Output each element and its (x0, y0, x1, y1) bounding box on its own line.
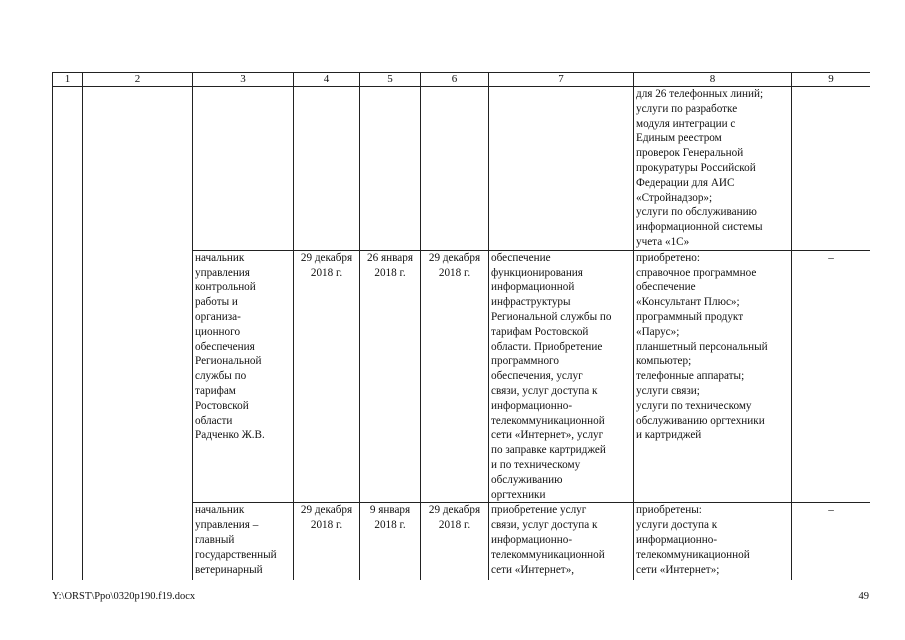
cell-start-date: 29 декабря 2018 г. (294, 250, 360, 503)
cell-approved-date: 29 декабря 2018 г. (421, 503, 489, 580)
cell-purpose: приобретение услуг связи, услуг доступа к информационно- телекоммуникационной сети «Интернет», (489, 503, 634, 580)
col-header-3: 3 (193, 73, 294, 87)
cell-start-date (294, 87, 360, 251)
file-path-footer: Y:\ORST\Ppo\0320p190.f19.docx (52, 591, 196, 602)
cell-position (193, 87, 294, 251)
cell-start-date: 29 декабря 2018 г. (294, 503, 360, 580)
cell-approved-date (421, 87, 489, 251)
cell-position: начальник управления – главный государственный ветеринарный (193, 503, 294, 580)
cell-result: для 26 телефонных линий; услуги по разработке модуля интеграции с Единым реестром проверок Генеральной прокуратуры Российской Федерации для АИС «Стройнадзор»; услуги по обслуживанию информационной системы учета «1С» (634, 87, 792, 251)
document-table-area (52, 72, 870, 580)
page-number: 49 (858, 591, 869, 602)
cell-position: начальник управления контрольной работы и организа- ционного обеспечения Региональной службы по тарифам Ростовской области Радченко Ж.В. (193, 250, 294, 503)
cell-end-date: 26 января 2018 г. (360, 250, 421, 503)
col-header-8: 8 (634, 73, 792, 87)
col-header-9: 9 (792, 73, 871, 87)
cell-result: приобретено: справочное программное обеспечение «Консультант Плюс»; программный продукт «Парус»; планшетный персональный компьютер; телефонные аппараты; услуги связи; услуги по техническому обслуживанию оргтехники и картриджей (634, 250, 792, 503)
cell-note (792, 87, 871, 251)
col-header-5: 5 (360, 73, 421, 87)
col-header-4: 4 (294, 73, 360, 87)
cell-note: – (792, 503, 871, 580)
column-number-row (53, 73, 871, 87)
cell-num (53, 87, 83, 581)
col-header-1: 1 (53, 73, 83, 87)
cell-purpose (489, 87, 634, 251)
table-row (53, 87, 871, 251)
cell-approved-date: 29 декабря 2018 г. (421, 250, 489, 503)
report-table (52, 72, 870, 580)
cell-end-date: 9 января 2018 г. (360, 503, 421, 580)
col-header-2: 2 (83, 73, 193, 87)
cell-end-date (360, 87, 421, 251)
col-header-7: 7 (489, 73, 634, 87)
cell-note: – (792, 250, 871, 503)
cell-org (83, 87, 193, 581)
cell-result: приобретены: услуги доступа к информационно- телекоммуникационной сети «Интернет»; (634, 503, 792, 580)
col-header-6: 6 (421, 73, 489, 87)
cell-purpose: обеспечение функционирования информационной инфраструктуры Региональной службы по тарифам Ростовской области. Приобретение программного обеспечения, услуг связи, услуг доступа к информационно- телекоммуникационной сети «Интернет», услуг по заправке картриджей и по техническому обслуживанию оргтехники (489, 250, 634, 503)
